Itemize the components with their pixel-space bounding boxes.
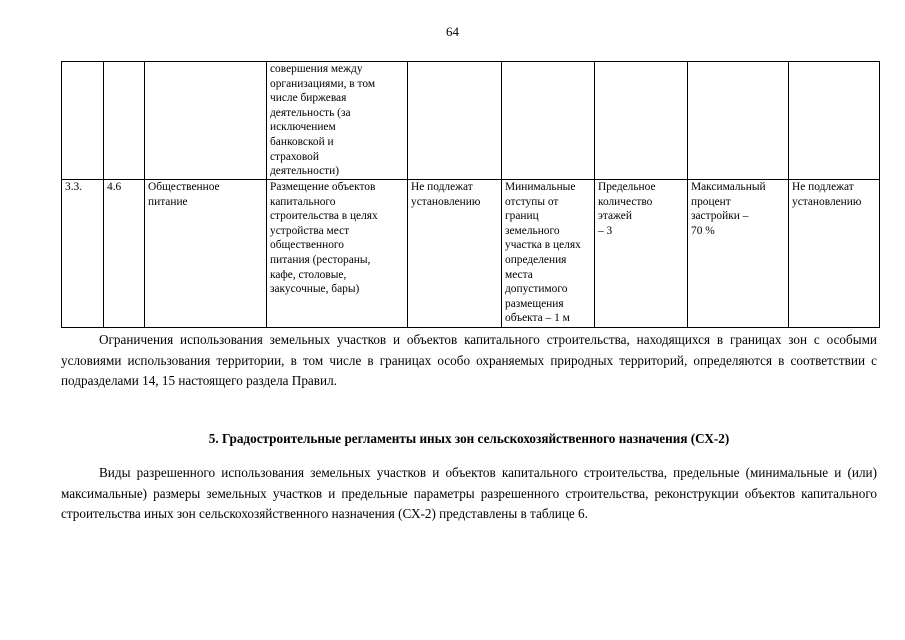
table-row xyxy=(62,62,880,180)
table-cell: Максимальный процент застройки – 70 % xyxy=(688,180,789,328)
table-cell: Размещение объектов капитального строительства в целях устройства мест общественного питания (рестораны, кафе, столовые, закусочные, бары) xyxy=(267,180,408,328)
table-cell xyxy=(789,62,880,180)
permitted-use-paragraph: Виды разрешенного использования земельных участков и объектов капитального строительства, предельные (минимальные и (или) максимальные) размеры земельных участков и предельные параметры разрешенного строительства, реконструкции объектов капитального строительства иных зон сельскохозяйственного назначения (СХ-2) представлены в таблице 6. xyxy=(61,465,877,521)
table-cell xyxy=(502,62,595,180)
table-cell xyxy=(62,62,104,180)
table-row xyxy=(62,180,880,328)
table-cell xyxy=(595,62,688,180)
section-heading: 5. Градостроительные регламенты иных зон сельскохозяйственного назначения (СХ-2) xyxy=(208,431,730,446)
table-cell: 3.3. xyxy=(62,180,104,328)
table-cell xyxy=(408,62,502,180)
regulations-table xyxy=(61,61,880,328)
table-cell xyxy=(145,62,267,180)
table-cell: Не подлежат установлению xyxy=(789,180,880,328)
table-cell: Минимальные отступы от границ земельного участка в целях определения места допустимого размещения объекта – 1 м xyxy=(502,180,595,328)
table-cell xyxy=(688,62,789,180)
table-cell: Предельное количество этажей – 3 xyxy=(595,180,688,328)
table-cell xyxy=(104,62,145,180)
table-cell: 4.6 xyxy=(104,180,145,328)
table-cell: Общественное питание xyxy=(145,180,267,328)
page-number: 64 xyxy=(446,24,459,39)
table-cell: Не подлежат установлению xyxy=(408,180,502,328)
restrictions-paragraph: Ограничения использования земельных участков и объектов капитального строительства, находящихся в границах зон с особыми условиями использования территории, в том числе в границах особо охраняемых природных территорий, определяются в соответствии с подразделами 14, 15 настоящего раздела Правил. xyxy=(61,332,877,388)
table-cell: совершения между организациями, в том числе биржевая деятельность (за исключением банковской и страховой деятельности) xyxy=(267,62,408,180)
